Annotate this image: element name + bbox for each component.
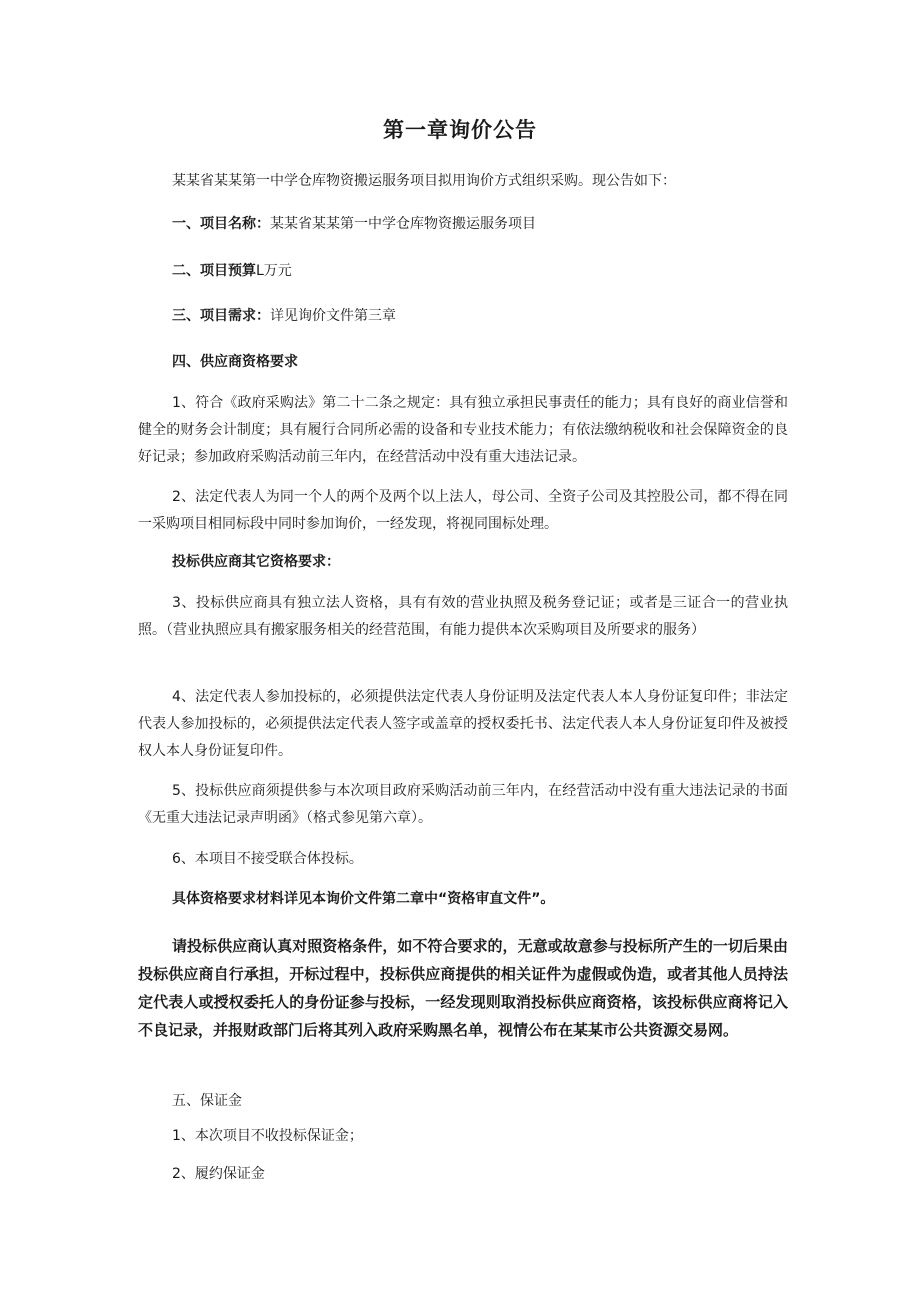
- page-title: 第一章询价公告: [383, 118, 537, 142]
- item-project-budget-label: 二、项目预算: [172, 263, 256, 279]
- item-project-requirement-label: 三、项目需求：: [172, 308, 270, 324]
- deposit-item-2: 2、履约保证金: [172, 1166, 265, 1182]
- item-project-name: [172, 214, 536, 234]
- requirement-5: 5、投标供应商须提供参与本次项目政府采购活动前三年内，在经营活动中没有重大违法记录的书面《无重大违法记录声明函》（格式参见第六章）。: [138, 783, 788, 826]
- item-project-budget-value: L万元: [256, 263, 292, 279]
- section-heading-deposit: 五、保证金: [172, 1093, 242, 1109]
- requirement-1: 1、符合《政府采购法》第二十二条之规定：具有独立承担民事责任的能力；具有良好的商业信誉和健全的财务会计制度；具有履行合同所必需的设备和专业技术能力；有依法缴纳税收和社会保障资金的良好记录；参加政府采购活动前三年内，在经营活动中没有重大违法记录。: [138, 395, 788, 465]
- requirement-4: 4、法定代表人参加投标的，必须提供法定代表人身份证明及法定代表人本人身份证复印件；非法定代表人参加投标的，必须提供法定代表人签字或盖章的授权委托书、法定代表人本人身份证复印件及被授权人本人身份证复印件。: [138, 689, 788, 759]
- section-heading-qualifications: 四、供应商资格要求: [172, 354, 298, 370]
- deposit-item-1: 1、本次项目不收投标保证金；: [172, 1128, 363, 1144]
- requirement-2: 2、法定代表人为同一个人的两个及两个以上法人，母公司、全资子公司及其控股公司，都不得在同一采购项目相同标段中同时参加询价，一经发现，将视同围标处理。: [138, 489, 788, 532]
- requirement-3: 3、投标供应商具有独立法人资格，具有有效的营业执照及税务登记证；或者是三证合一的营业执照。（营业执照应具有搬家服务相关的经营范围，有能力提供本次采购项目及所要求的服务）: [138, 595, 788, 638]
- detail-note: 具体资格要求材料详见本询价文件第二章中“资格审直文件”。: [172, 891, 555, 907]
- item-project-name-value: 某某省某某第一中学仓库物资搬运服务项目: [270, 216, 536, 232]
- item-project-requirement: [172, 306, 396, 326]
- item-project-name-label: 一、项目名称：: [172, 216, 270, 232]
- item-project-requirement-value: 详见询价文件第三章: [270, 308, 396, 324]
- item-project-budget: [172, 261, 292, 281]
- section-heading-other-qualifications: 投标供应商其它资格要求：: [172, 554, 340, 570]
- requirement-6: 6、本项目不接受联合体投标。: [172, 851, 363, 867]
- warning-paragraph: 请投标供应商认真对照资格条件，如不符合要求的，无意或故意参与投标所产生的一切后果由投标供应商自行承担，开标过程中，投标供应商提供的相关证件为虚假或伪造，或者其他人员持法定代表人或授权委托人的身份证参与投标，一经发现则取消投标供应商资格，该投标供应商将记入不良记录，并报财政部门后将其列入政府采购黑名单，视情公布在某某市公共资源交易网。: [138, 937, 788, 1039]
- intro-paragraph: 某某省某某第一中学仓库物资搬运服务项目拟用询价方式组织采购。现公告如下：: [172, 173, 676, 189]
